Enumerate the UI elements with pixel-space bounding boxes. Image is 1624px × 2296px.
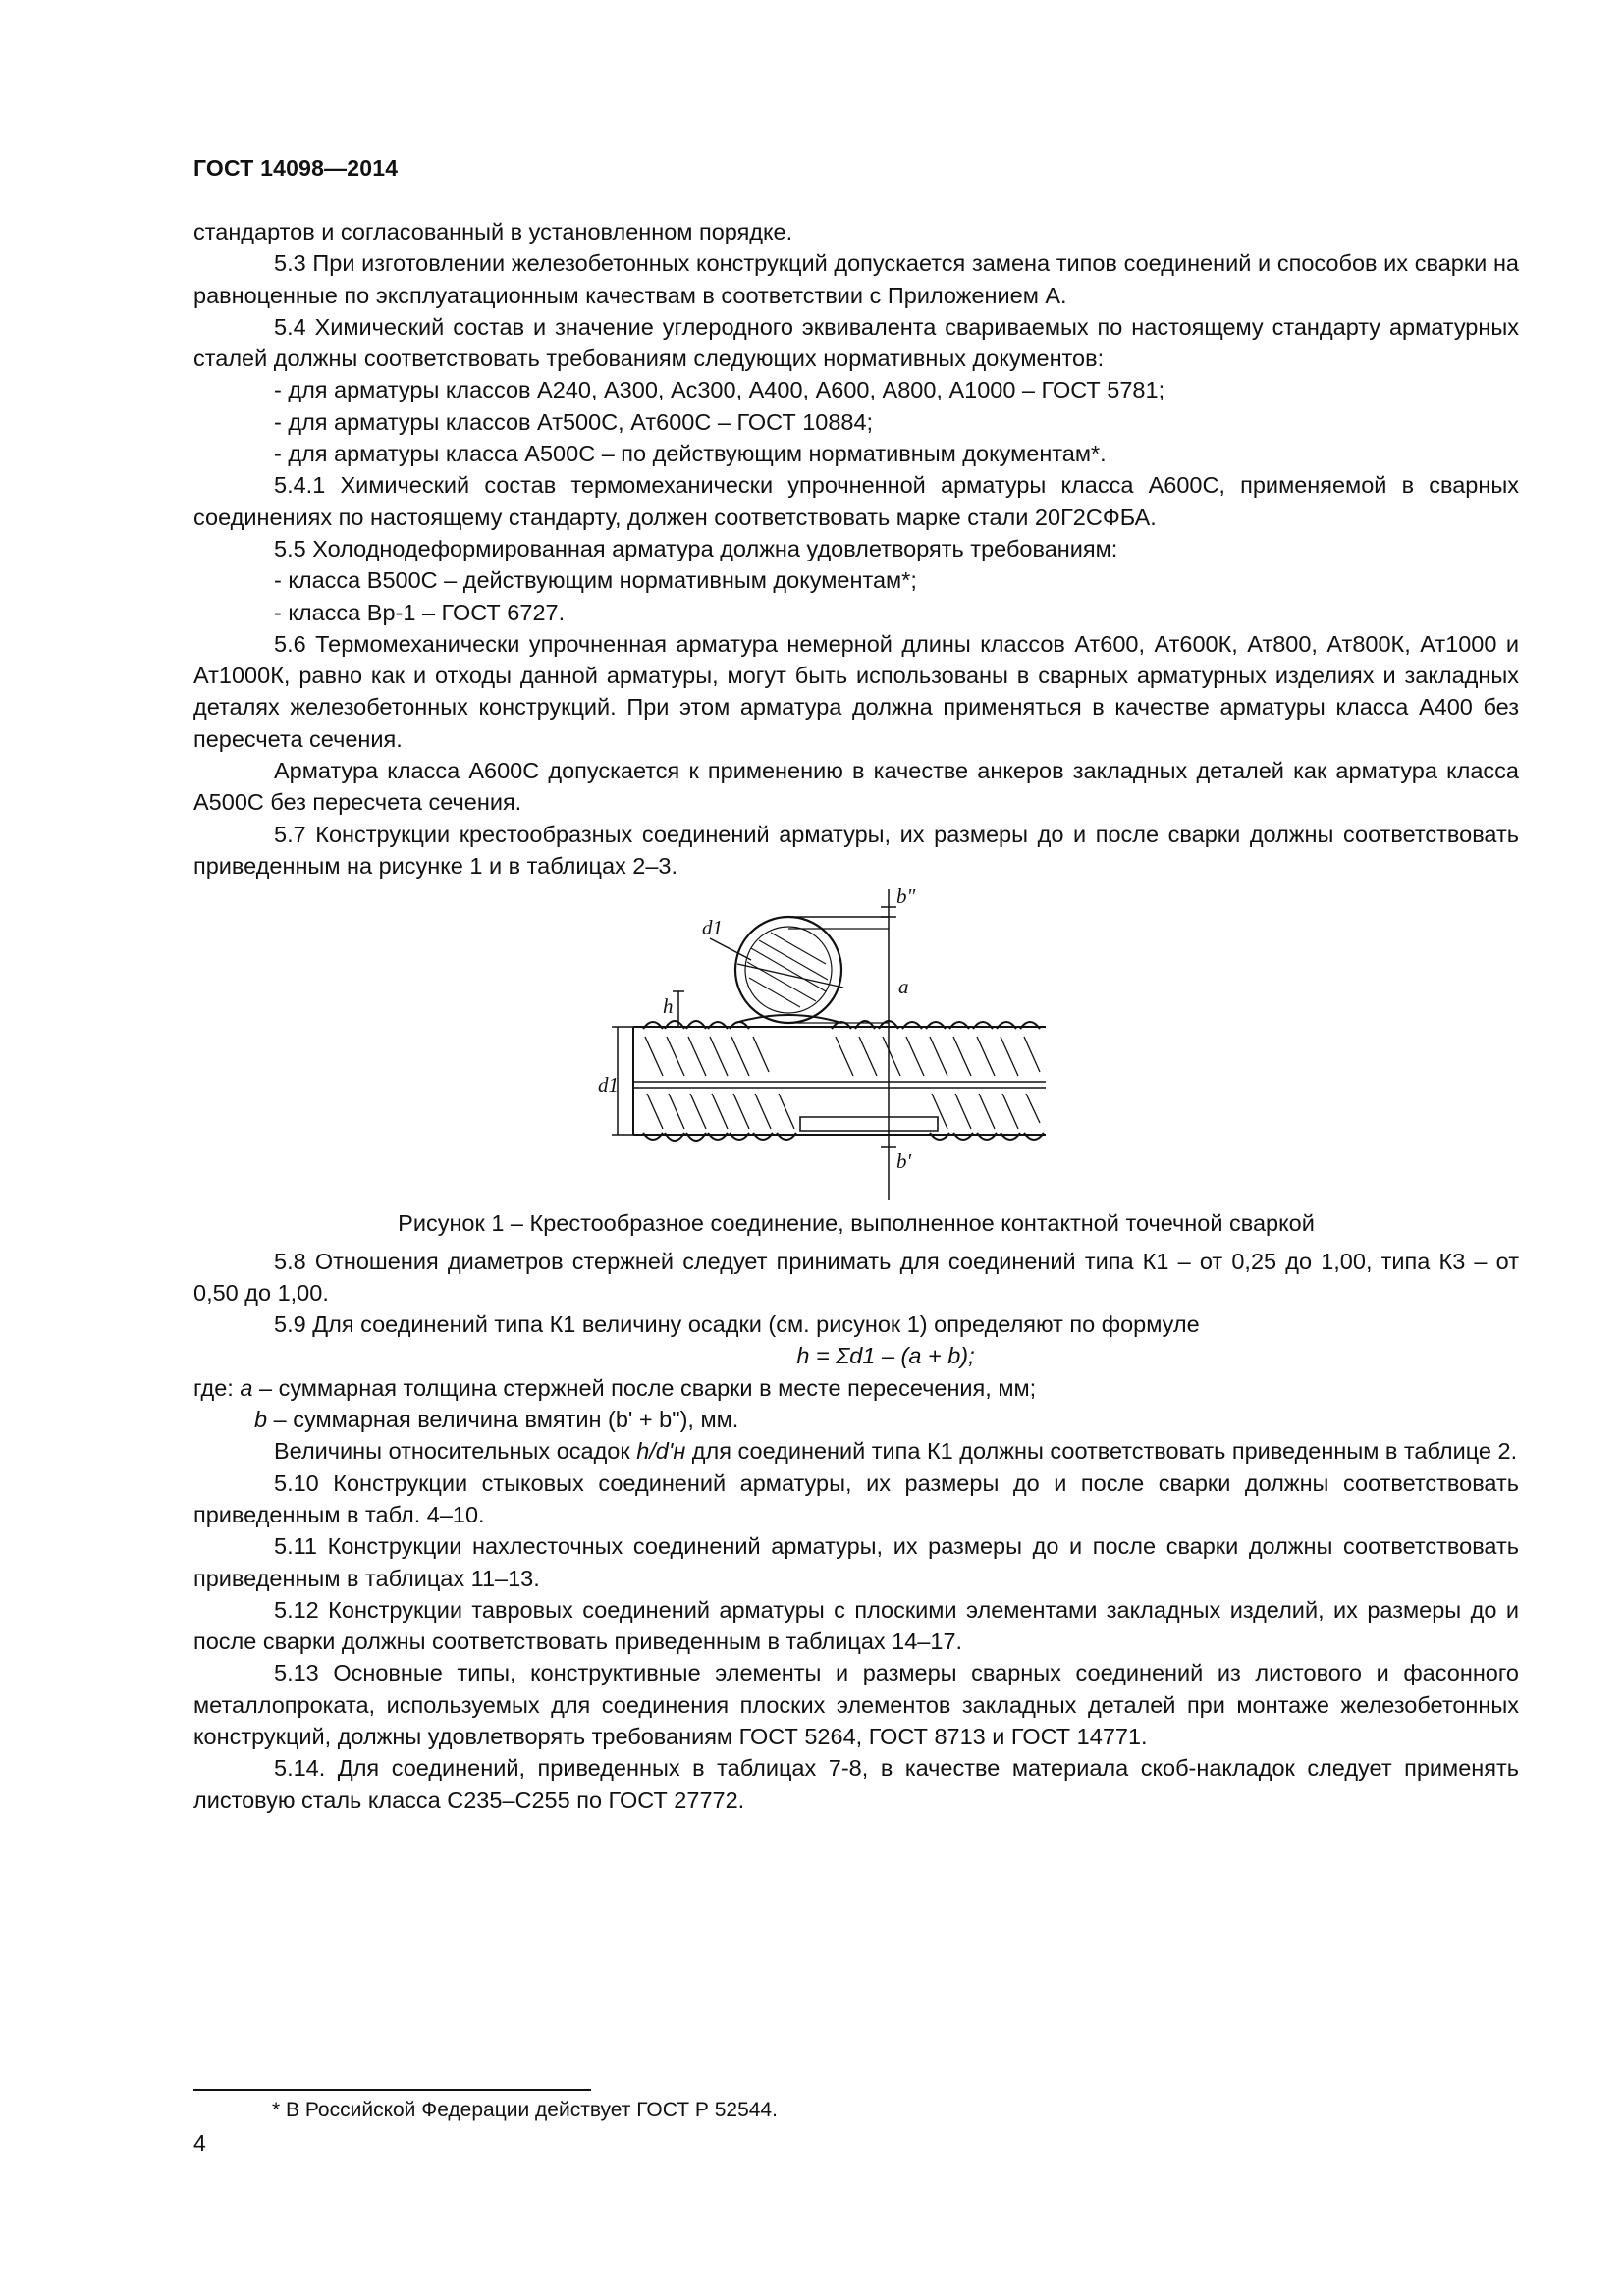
ratio-prefix: Величины относительных осадок: [274, 1438, 637, 1465]
label-d1-top: d1: [702, 916, 723, 940]
page-number: 4: [193, 2130, 206, 2156]
paragraph-5-4: 5.4 Химический состав и значение углеродного эквивалента свариваемых по настоящему стандарту арматурных сталей должны соответствовать требованиям следующих нормативных документов:: [193, 313, 1519, 372]
horizontal-rebar: [633, 1021, 1046, 1141]
list-item: - для арматуры классов А240, А300, Ас300, А400, А600, А800, А1000 – ГОСТ 5781;: [274, 377, 1165, 403]
cross-joint-drawing: [598, 884, 1114, 1200]
paragraph-5-3: 5.3 При изготовлении железобетонных конструкций допускается замена типов соединений и способов их сварки на равноценные по эксплуатационным качествам в соответствии с Приложением А.: [193, 250, 1519, 308]
paragraph-5-4-1: 5.4.1 Химический состав термомеханически упрочненной арматуры класса А600С, применяемой в сварных соединениях по настоящему стандарту, должен соответствовать марке стали 20Г2СФБА.: [193, 472, 1519, 530]
label-b-bottom: b': [896, 1149, 911, 1174]
paragraph: стандартов и согласованный в установленном порядке.: [193, 219, 793, 244]
paragraph-5-8: 5.8 Отношения диаметров стержней следует принимать для соединений типа К1 – от 0,25 до 1,00, типа К3 – от 0,50 до 1,00.: [193, 1248, 1519, 1306]
where-line-a: [193, 1372, 1519, 1404]
cross-rebar: [735, 917, 889, 1023]
list-item: - для арматуры класса А500С – по действующим нормативным документам*.: [274, 441, 1107, 467]
paragraph: Арматура класса А600С допускается к применению в качестве анкеров закладных деталей как арматура класса А500С без пересчета сечения.: [193, 758, 1519, 816]
formula: h = Σd1 – (a + b);: [796, 1343, 975, 1369]
paragraph-5-7: 5.7 Конструкции крестообразных соединений арматуры, их размеры до и после сварки должны соответствовать приведенным на рисунке 1 и в таблицах 2–3.: [193, 821, 1519, 879]
list-item: - класса Вр-1 – ГОСТ 6727.: [274, 599, 566, 625]
var-b: b: [254, 1407, 268, 1433]
document-header: ГОСТ 14098—2014: [193, 155, 399, 181]
paragraph-5-6: 5.6 Термомеханически упрочненная арматура немерной длины классов Ат600, Ат600К, Ат800, Ат800К, Ат1000 и Ат1000К, равно как и отходы данной арматуры, могут быть использованы в сварных арматурных изделиях и закладных деталях железобетонных конструкций. При этом арматура должна применяться в качестве арматуры класса А400 без пересчета сечения.: [193, 630, 1519, 752]
paragraph-5-5: 5.5 Холоднодеформированная арматура должна удовлетворять требованиям:: [274, 535, 1118, 561]
list-item: - для арматуры классов Ат500С, Ат600С – ГОСТ 10884;: [274, 408, 874, 435]
label-d1-left: d1: [598, 1073, 619, 1097]
paragraph-ratio: [193, 1435, 1519, 1467]
body-text: [193, 216, 1519, 1816]
where-line-b: [193, 1404, 1519, 1435]
list-item: - класса В500С – действующим нормативным документам*;: [274, 567, 917, 594]
where-a-text: – суммарная толщина стержней после сварки в месте пересечения, мм;: [252, 1374, 1037, 1401]
paragraph-5-12: 5.12 Конструкции тавровых соединений арматуры с плоскими элементами закладных изделий, их размеры до и после сварки должны соответствовать приведенным в таблицах 14–17.: [193, 1596, 1519, 1655]
where-prefix: где:: [193, 1374, 241, 1401]
footnote-separator: [193, 2089, 591, 2091]
var-a: a: [240, 1374, 253, 1401]
where-b-text: – суммарная величина вмятин (b' + b"), мм.: [267, 1407, 739, 1433]
paragraph-5-10: 5.10 Конструкции стыковых соединений арматуры, их размеры до и после сварки должны соответствовать приведенным в табл. 4–10.: [193, 1469, 1519, 1527]
dimension-lines: [612, 889, 896, 1200]
paragraph-5-13: 5.13 Основные типы, конструктивные элементы и размеры сварных соединений из листового и фасонного металлопроката, используемых для соединения плоских элементов закладных деталей при монтаже железобетонных конструкций, должны удовлетворять требованиям ГОСТ 5264, ГОСТ 8713 и ГОСТ 14771.: [193, 1660, 1519, 1749]
figure-1: [193, 881, 1519, 1207]
paragraph-5-11: 5.11 Конструкции нахлесточных соединений арматуры, их размеры до и после сварки должны соответствовать приведенным в таблицах 11–13.: [193, 1533, 1519, 1591]
label-a: a: [898, 975, 909, 999]
paragraph-5-9: 5.9 Для соединений типа К1 величину осадки (см. рисунок 1) определяют по формуле: [274, 1311, 1200, 1338]
label-h: h: [663, 994, 674, 1019]
footnote: * В Российской Федерации действует ГОСТ Р 52544.: [272, 2099, 778, 2121]
ratio-symbol: h/d'н: [636, 1438, 686, 1465]
paragraph-5-14: 5.14. Для соединений, приведенных в таблицах 7-8, в качестве материала скоб-накладок следует применять листовую сталь класса С235–С255 по ГОСТ 27772.: [193, 1755, 1519, 1813]
figure-caption: Рисунок 1 – Крестообразное соединение, выполненное контактной точечной сваркой: [398, 1210, 1315, 1237]
ratio-suffix: для соединений типа К1 должны соответствовать приведенным в таблице 2.: [685, 1438, 1518, 1465]
label-b-top: b": [896, 884, 916, 909]
